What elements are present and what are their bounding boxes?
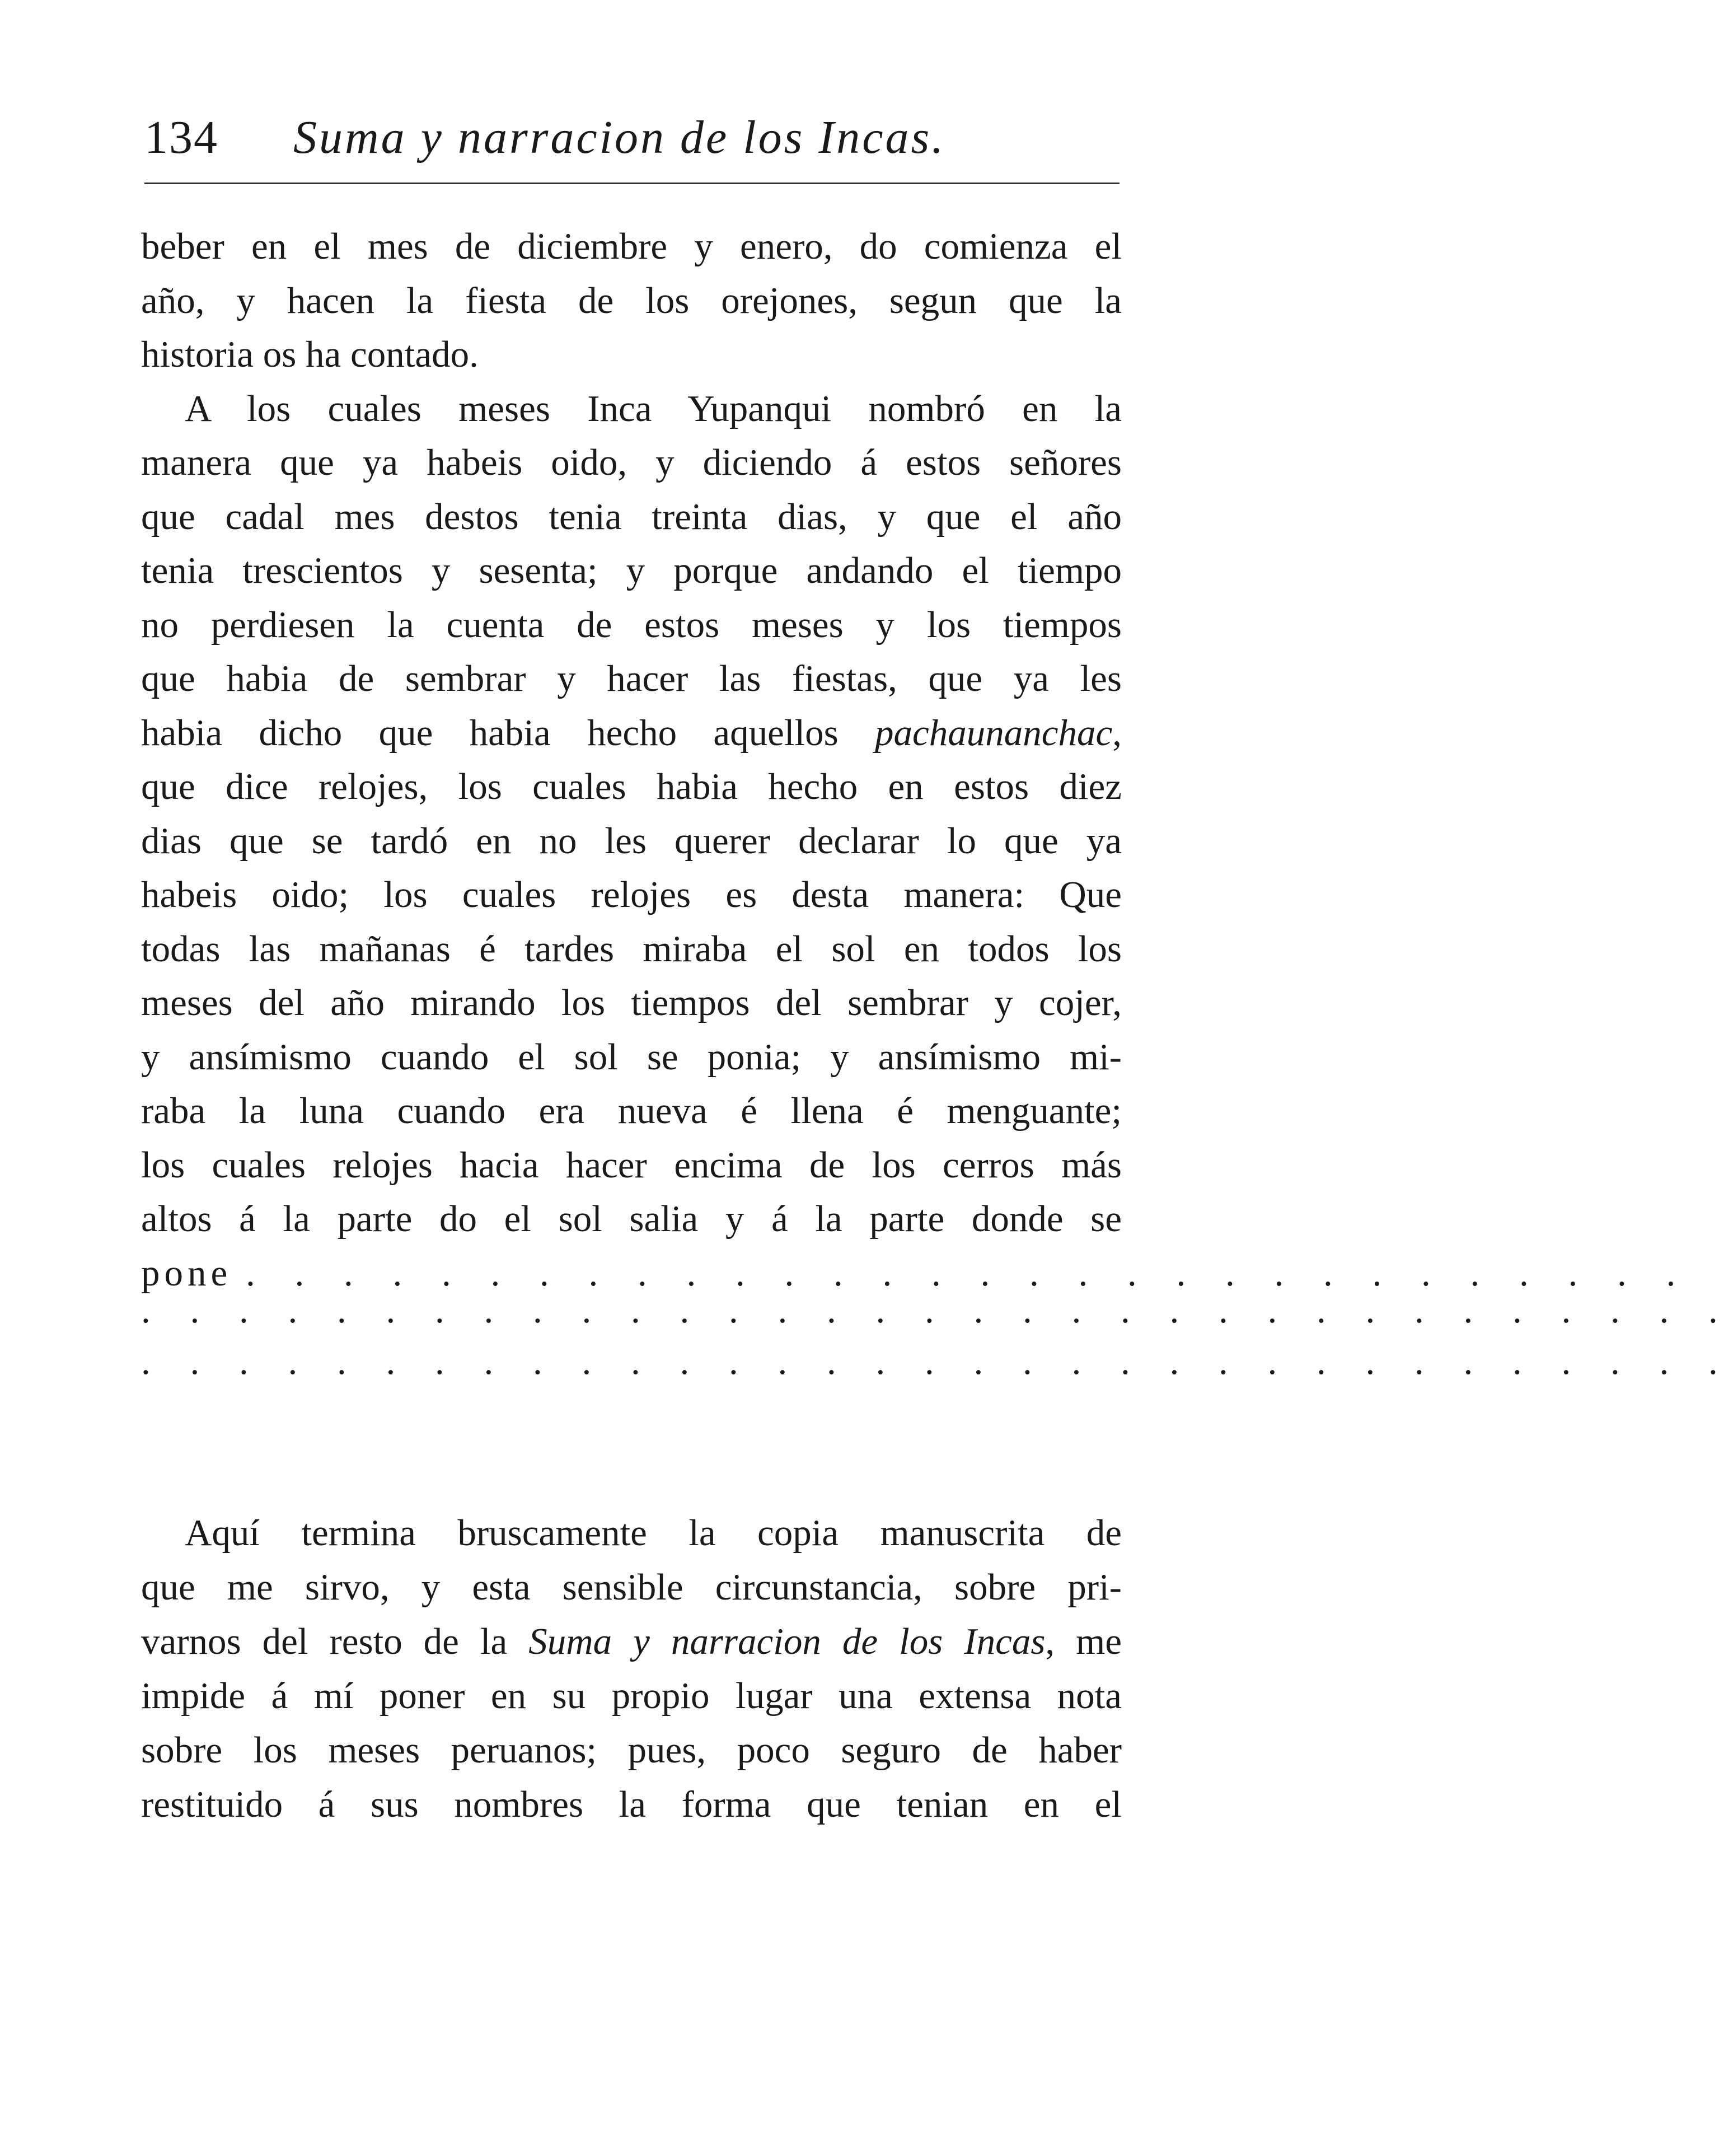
running-title: Suma y narracion de los Incas.	[293, 111, 946, 163]
text-line: que cadal mes destos tenia treinta dias, y que el año	[141, 495, 1122, 537]
text-line	[141, 1615, 1122, 1669]
text-segment: habia dicho que habia hecho aquellos	[141, 712, 875, 754]
text-line: meses del año mirando los tiempos del sembrar y cojer,	[141, 982, 1122, 1023]
ellipsis-dots: . . . . . . . . . . . . . . . . . . . . . . . . . . . . . .	[246, 1252, 1691, 1294]
text-line: historia os ha contado.	[141, 334, 479, 375]
text-line: habeis oido; los cuales relojes es desta manera: Que	[141, 874, 1122, 915]
text-line: que dice relojes, los cuales habia hecho en estos diez	[141, 766, 1122, 807]
text-line: los cuales relojes hacia hacer encima de los cerros más	[141, 1144, 1122, 1186]
text-line: altos á la parte do el sol salia y á la parte donde se	[141, 1198, 1122, 1240]
text-line: año, y hacen la fiesta de los orejones, segun que la	[141, 279, 1122, 321]
text-line: todas las mañanas é tardes miraba el sol en todos los	[141, 928, 1122, 970]
text-line: que habia de sembrar y hacer las fiestas, que ya les	[141, 658, 1122, 699]
text-line: no perdiesen la cuenta de estos meses y los tiempos	[141, 604, 1122, 646]
paragraph-block-1	[141, 219, 1691, 1300]
text-line: sobre los meses peruanos; pues, poco seguro de haber	[141, 1729, 1122, 1771]
text-line: Aquí termina bruscamente la copia manuscrita de	[185, 1512, 1122, 1554]
page-number: 134	[144, 111, 218, 163]
italic-term: pachaunanchac	[875, 712, 1113, 754]
text-line: manera que ya habeis oido, y diciendo á estos señores	[141, 442, 1122, 483]
text-segment: , me	[1045, 1621, 1122, 1662]
ellipsis-dots-row: . . . . . . . . . . . . . . . . . . . . . . . . . . . . . . . . .	[141, 1341, 1733, 1382]
text-segment: pone	[141, 1252, 232, 1294]
ellipsis-dots-row: . . . . . . . . . . . . . . . . . . . . . . . . . . . . . . . . .	[141, 1289, 1733, 1331]
text-line: tenia trescientos y sesenta; y porque andando el tiempo	[141, 550, 1122, 591]
italic-title: Suma y narracion de los Incas	[528, 1621, 1046, 1662]
text-line	[141, 706, 1122, 760]
text-line: raba la luna cuando era nueva é llena é menguante;	[141, 1090, 1122, 1131]
text-line: impide á mí poner en su propio lugar una extensa nota	[141, 1675, 1122, 1717]
page-header	[144, 104, 1120, 171]
paragraph-block-2	[141, 1506, 1122, 1832]
text-line: beber en el mes de diciembre y enero, do comienza el	[141, 226, 1122, 267]
text-segment: varnos del resto de la	[141, 1621, 529, 1662]
text-line: A los cuales meses Inca Yupanqui nombró en la	[185, 387, 1122, 429]
text-line: dias que se tardó en no les querer declarar lo que ya	[141, 820, 1122, 862]
header-rule	[144, 183, 1120, 184]
text-segment: ,	[1112, 712, 1122, 754]
text-line: que me sirvo, y esta sensible circunstancia, sobre pri-	[141, 1566, 1122, 1608]
text-line: restituido á sus nombres la forma que tenian en el	[141, 1784, 1122, 1825]
text-line: y ansímismo cuando el sol se ponia; y ansímismo mi-	[141, 1036, 1122, 1078]
